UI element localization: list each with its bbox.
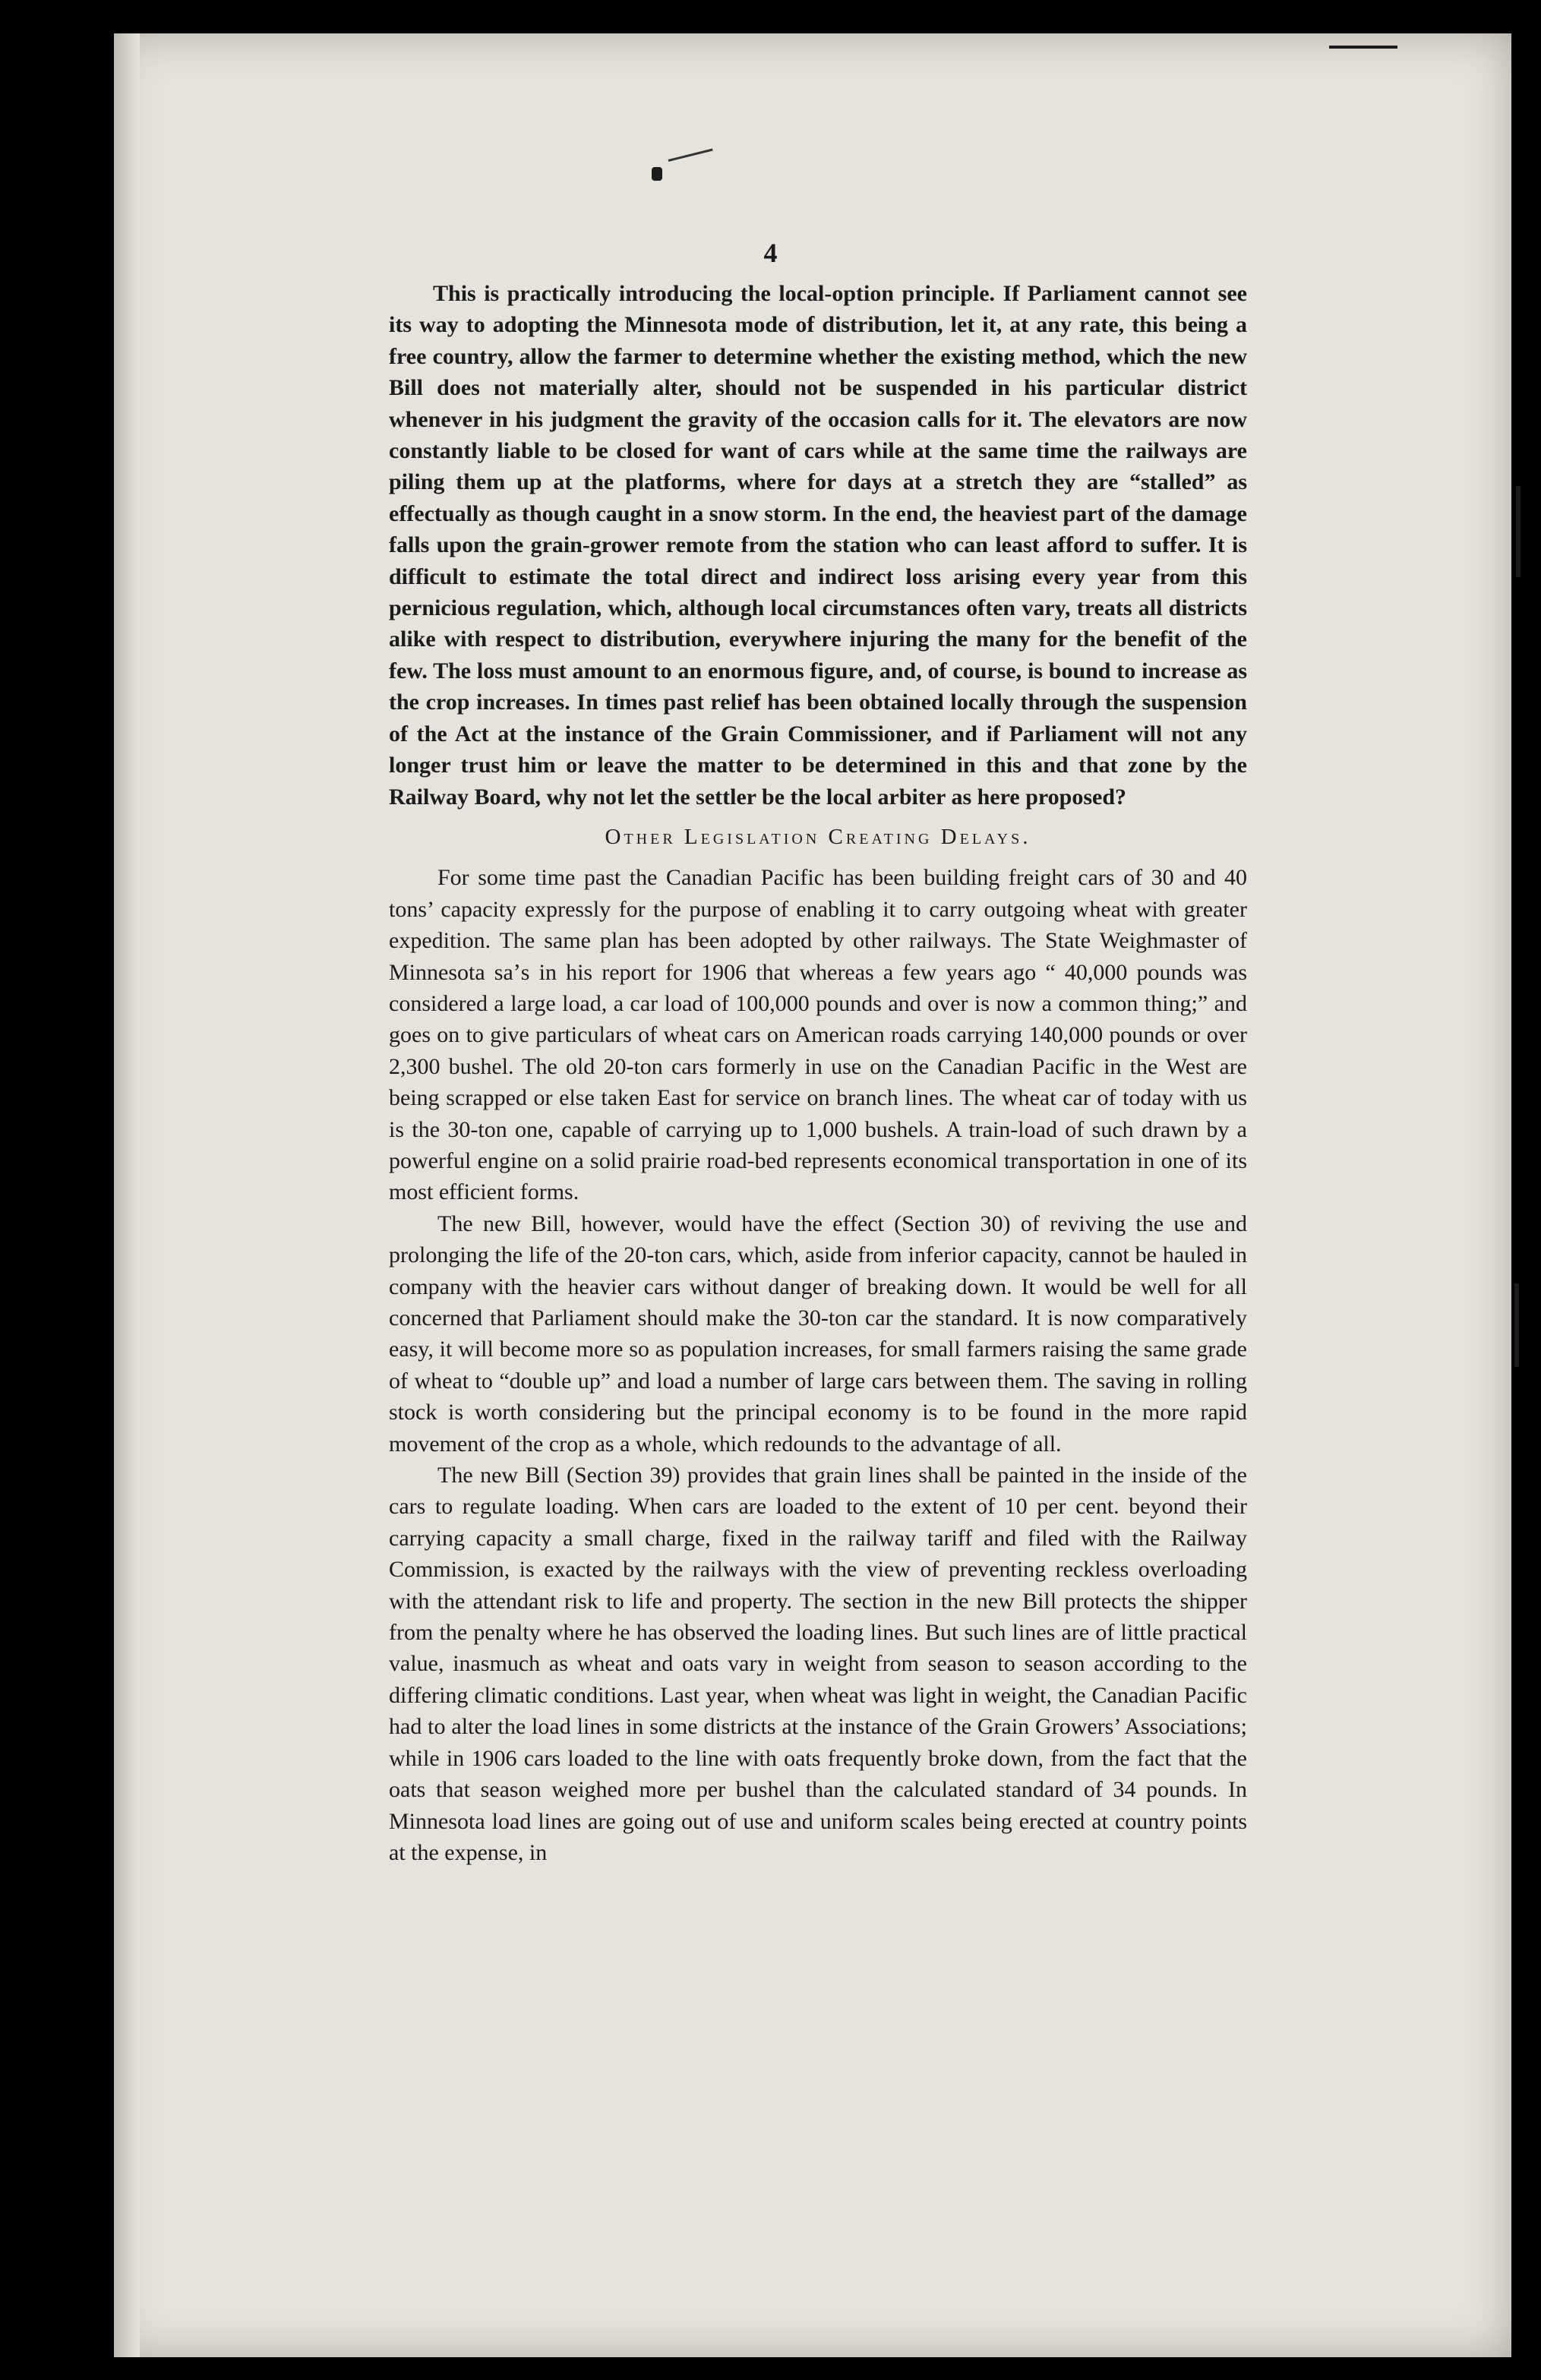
section-heading: Other Legislation Creating Delays. [605,824,1031,849]
paragraph-grain-lines: The new Bill (Section 39) provides that grain lines shall be painted in the inside of the cars to regulate loading. When cars are loaded to the extent of 10 per cent. beyond their carrying capacity a small charge, fixed in the railway tariff and filed with the Railway Commission, is exacted by the railways with the view of preventing reckless overloading with the attendant risk to life and property. The section in the new Bill protects the shipper from the penalty where he has observed the loading lines. But such lines are of little practical value, inasmuch as wheat and oats vary in weight from season to season according to the differing climatic conditions. Last year, when wheat was light in weight, the Canadian Pacific had to alter the load lines in some districts at the instance of the Grain Growers’ Associations; while in 1906 cars loaded to the line with oats frequently broke down, from the fact that the oats that season weighed more per bushel than the calculated standard of 34 pounds. In Minnesota load lines are going out of use and uniform scales being erected at country points at the expense, in [389,1463,1247,1865]
ink-speck [652,167,662,181]
corner-mark [1329,46,1397,49]
paragraph-new-bill-cars: The new Bill, however, would have the effect (Section 30) of reviving the use and prolonging the life of the 20-ton cars, which, aside from inferior capacity, cannot be hauled in company with the heavier cars without danger of breaking down. It would be well for all concerned that Parliament should make the 30-ton car the standard. It is now comparatively easy, it will become more so as population increases, for small farmers raising the same grade of wheat to “double up” and load a number of large cars between them. The saving in rolling stock is worth considering but the principal economy is to be found in the more rapid movement of the crop as a whole, which redounds to the advantage of all. [389,1211,1247,1457]
paragraph-freight-cars: For some time past the Canadian Pacific has been building freight cars of 30 and 40 tons’ capacity expressly for the purpose of enabling it to carry outgoing wheat with greater expedition. The same plan has been adopted by other railways. The State Weighmaster of Minnesota saʼs in his report for 1906 that whereas a few years ago “ 40,000 pounds was considered a large load, a car load of 100,000 pounds and over is now a common thing;” and goes on to give particulars of wheat cars on American roads carrying 140,000 pounds or over 2,300 bushel. The old 20-ton cars formerly in use on the Canadian Pacific in the West are being scrapped or else taken East for service on branch lines. The wheat car of today with us is the 30-ton one, capable of carrying up to 1,000 bushels. A train-load of such drawn by a powerful engine on a solid prairie road-bed represents economical transportation in one of its most efficient forms. [389,865,1247,1205]
paragraph-local-option: This is practically introducing the local-option principle. If Parliament cannot see its way to adopting the Minnesota mode of distribution, let it, at any rate, this being a free country, allow the farmer to determine whether the existing method, which the new Bill does not materially alter, should not be suspended in his particular district whenever in his judgment the gravity of the occasion calls for it. The elevators are now constantly liable to be closed for want of cars while at the same time the railways are piling them up at the platforms, where for days at a stretch they are “stalled” as effectually as though caught in a snow storm. In the end, the heaviest part of the damage falls upon the grain-grower remote from the station who can least afford to suffer. It is difficult to estimate the total direct and indirect loss arising every year from this pernicious regulation, which, although local circumstances often vary, treats all districts alike with respect to distribution, everywhere injuring the many for the benefit of the few. The loss must amount to an enormous figure, and, of course, is bound to increase as the crop increases. In times past relief has been obtained locally through the suspension of the Act at the instance of the Grain Commissioner, and if Parliament will not any longer trust him or leave the matter to be determined in this and that zone by the Railway Board, why not let the settler be the local arbiter as here proposed? [389,281,1247,810]
edge-mark [1516,486,1520,577]
page-fold-shadow [114,33,140,2357]
page-number: 4 [763,238,778,268]
edge-mark [1514,1283,1519,1367]
body-text [389,278,1247,1868]
